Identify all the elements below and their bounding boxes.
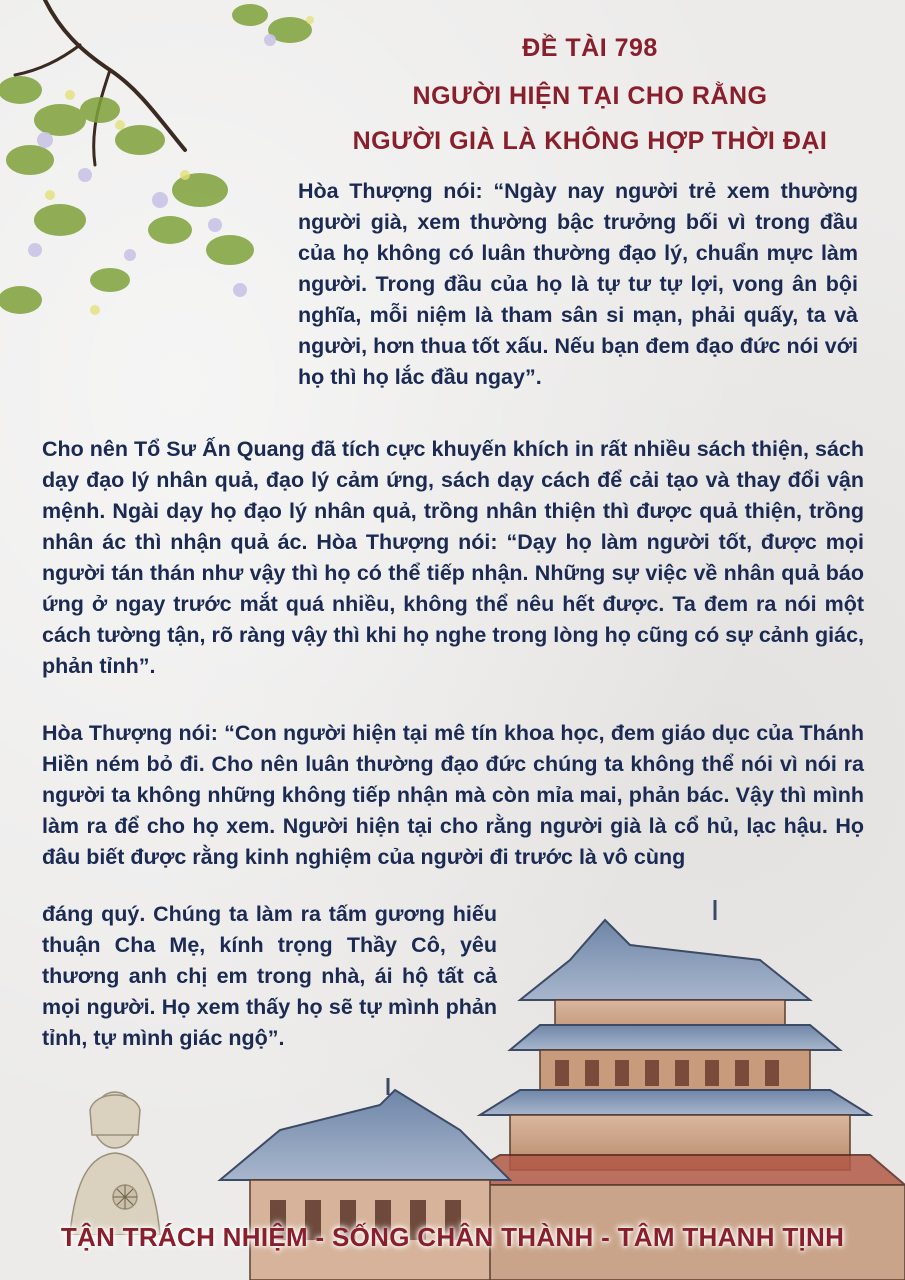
- paragraph-2: Cho nên Tổ Sư Ấn Quang đã tích cực khuyến khích in rất nhiều sách thiện, sách dạy đạo lý nhân quả, đạo lý cảm ứng, sách dạy cách để cải tạo và thay đổi vận mệnh. Ngài dạy họ đạo lý nhân quả, trồng nhân thiện thì được quả thiện, trồng nhân ác thì nhận quả ác. Hòa Thượng nói: “Dạy họ làm người tốt, được mọi người tán thán như vậy thì họ có thể tiếp nhận. Những sự việc về nhân quả báo ứng ở ngay trước mắt quá nhiều, không thể nêu hết được. Ta đem ra nói một cách tường tận, rõ ràng vậy thì khi họ nghe trong lòng họ cũng có sự cảnh giác, phản tỉnh”.: [42, 437, 864, 678]
- paragraph-3: Hòa Thượng nói: “Con người hiện tại mê tín khoa học, đem giáo dục của Thánh Hiền ném bỏ đi. Cho nên luân thường đạo đức chúng ta không thể nói vì nói ra người ta không những không tiếp nhận mà còn mỉa mai, phản bác. Vậy thì mình làm ra để cho họ xem. Người hiện tại cho rằng người già là cổ hủ, lạc hậu. Họ đâu biết được rằng kinh nghiệm của người đi trước là vô cùng: [42, 721, 864, 869]
- paragraph-1: Hòa Thượng nói: “Ngày nay người trẻ xem thường người già, xem thường bậc trưởng bối vì trong đầu của họ không có luân thường đạo lý, chuẩn mực làm người. Trong đầu của họ là tự tư tự lợi, vong ân bội nghĩa, mỗi niệm là tham sân si mạn, phải quấy, ta và người, hơn thua tốt xấu. Nếu bạn đem đạo đức nói với họ thì họ lắc đầu ngay”.: [298, 179, 858, 389]
- statue-illustration: [50, 1085, 180, 1235]
- topic-title-line-1: NGƯỜI HIỆN TẠI CHO RẰNG: [412, 82, 768, 110]
- topic-number-title: ĐỀ TÀI 798: [522, 34, 658, 62]
- paragraph-3-continued: đáng quý. Chúng ta làm ra tấm gương hiếu thuận Cha Mẹ, kính trọng Thầy Cô, yêu thương anh chị em trong nhà, ái hộ tất cả mọi người. Họ xem thấy họ sẽ tự mình phản tỉnh, tự mình giác ngộ”.: [42, 902, 497, 1050]
- footer-slogan: TẬN TRÁCH NHIỆM - SỐNG CHÂN THÀNH - TÂM THANH TỊNH: [60, 1222, 845, 1252]
- topic-title-line-2: NGƯỜI GIÀ LÀ KHÔNG HỢP THỜI ĐẠI: [352, 127, 828, 155]
- flowering-branch-illustration: [0, 0, 330, 370]
